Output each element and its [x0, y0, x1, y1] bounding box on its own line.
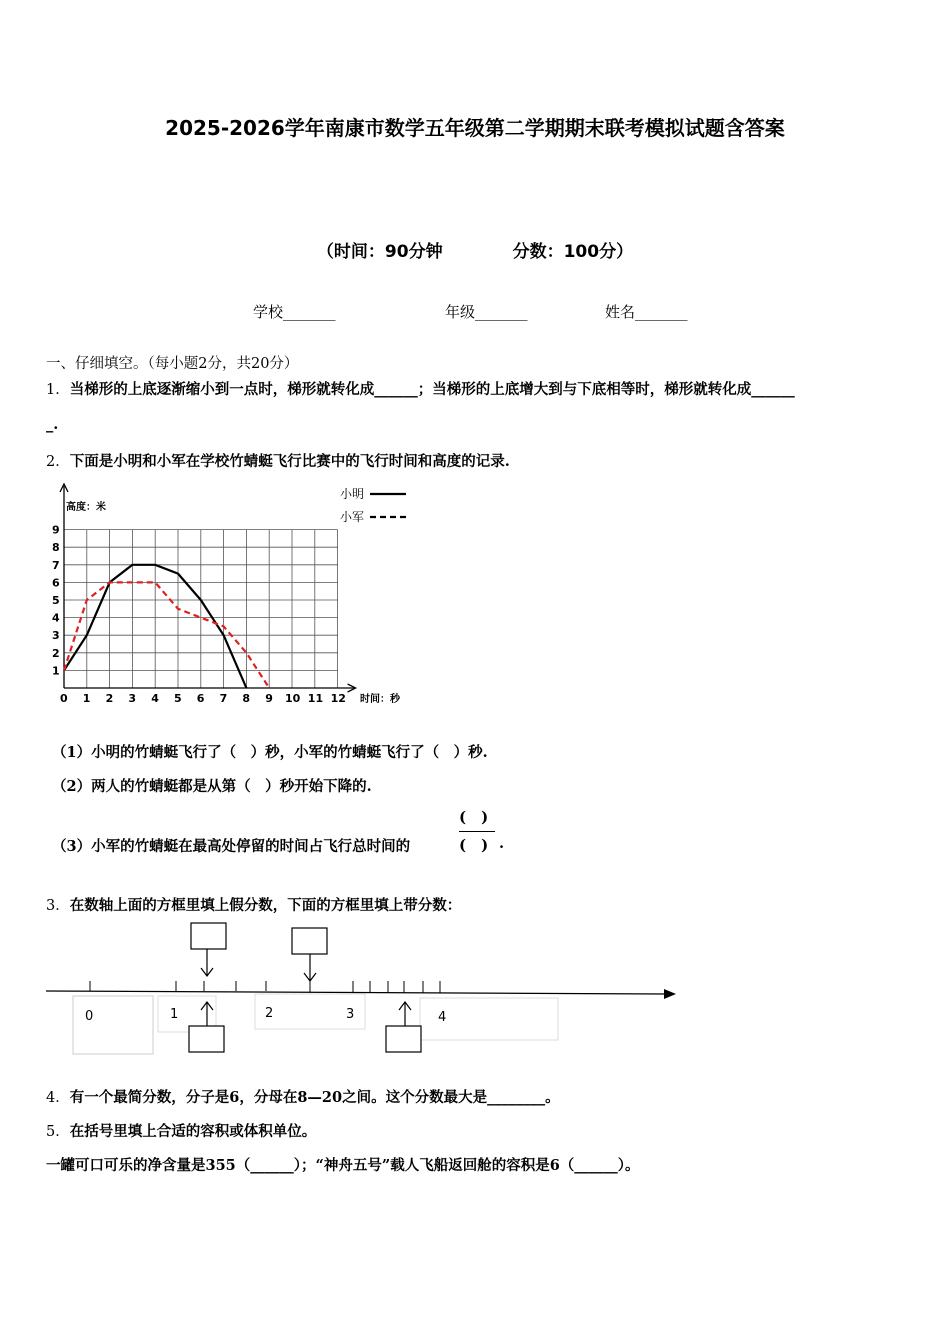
question-text: 在数轴上面的方框里填上假分数，下面的方框里填上带分数： [69, 897, 462, 914]
question-number: 1． [46, 382, 70, 398]
x-tick-label: 3 [128, 692, 137, 705]
question-5-line-2: 一罐可口可乐的净含量是355（______）；“神舟五号”载人飞船返回舱的容积是6（______）。 [46, 1157, 640, 1174]
y-tick-label: 5 [52, 594, 60, 607]
y-tick-label: 7 [52, 558, 60, 572]
question-5 [46, 1120, 316, 1141]
question-number: 5． [46, 1124, 70, 1140]
y-tick-label: 4 [52, 611, 60, 625]
y-tick-label: 9 [52, 523, 60, 537]
flight-chart [44, 478, 424, 713]
question-number: 3． [46, 898, 70, 914]
x-tick-label: 12 [330, 692, 346, 705]
answer-box-improper-2[interactable] [292, 928, 327, 954]
question-text: 当梯形的上底逐渐缩小到一点时，梯形就转化成______；当梯形的上底增大到与下底相等时，梯形就转化成______ [69, 381, 795, 398]
x-tick-label: 6 [196, 692, 205, 705]
x-tick-label: 9 [265, 692, 273, 705]
fraction-bar [459, 831, 495, 832]
number-line-figure [40, 918, 690, 1058]
question-2 [46, 450, 510, 471]
number-label: 2 [265, 1006, 274, 1021]
y-tick-label: 3 [52, 629, 60, 643]
question-2-part-3: （3）小军的竹蜻蜓在最高处停留的时间占飞行总时间的 [52, 838, 411, 855]
number-label: 3 [346, 1007, 355, 1022]
x-tick-label: 8 [242, 692, 251, 705]
school-field[interactable]: 学校_______ [253, 303, 336, 321]
question-number: 2． [46, 454, 70, 470]
question-text: 在括号里填上合适的容积或体积单位。 [69, 1123, 317, 1140]
scan-frame [73, 996, 153, 1054]
exam-meta [0, 237, 950, 262]
y-tick-label: 1 [52, 664, 60, 678]
x-tick-label: 4 [151, 692, 159, 705]
fraction-numerator[interactable]: ( ) [459, 808, 489, 826]
section-heading: 一、仔细填空。（每小题2分，共20分） [46, 356, 299, 372]
y-tick-label: 2 [52, 646, 60, 660]
name-field[interactable]: 姓名_______ [605, 303, 688, 321]
question-2-end: . [499, 835, 505, 852]
number-label: 0 [85, 1009, 94, 1024]
x-tick-label: 5 [174, 692, 182, 705]
number-label: 1 [170, 1007, 179, 1022]
question-4 [46, 1086, 560, 1107]
y-tick-label: 8 [52, 541, 60, 555]
chart-legend [340, 487, 406, 524]
question-2-part-2: （2）两人的竹蜻蜓都是从第（ ）秒开始下降的. [52, 778, 372, 795]
question-2-part-1: （1）小明的竹蜻蜓飞行了（ ）秒，小军的竹蜻蜓飞行了（ ）秒. [52, 744, 488, 761]
chart-grid [64, 530, 338, 688]
question-3 [46, 894, 461, 915]
question-1 [46, 378, 795, 399]
exam-score: 分数：100分） [512, 242, 634, 262]
y-tick-label: 6 [52, 576, 60, 590]
arrowhead-icon [664, 989, 676, 999]
grade-field[interactable]: 年级_______ [445, 303, 528, 321]
x-tick-label: 7 [219, 692, 228, 705]
exam-time: （时间：90分钟 [316, 242, 443, 262]
legend-label: 小明 [340, 487, 365, 501]
x-tick-label: 11 [307, 692, 324, 705]
x-tick-label: 2 [105, 692, 114, 705]
fraction-denominator[interactable]: ( ) [459, 836, 489, 854]
chart-lines [64, 565, 269, 688]
page-title: 2025-2026学年南康市数学五年级第二学期期末联考模拟试题含答案 [165, 116, 785, 140]
x-tick-label: 1 [82, 692, 91, 705]
legend-label: 小军 [340, 510, 365, 524]
answer-box-improper-1[interactable] [191, 923, 226, 949]
question-1-continuation: _. [46, 416, 59, 433]
x-tick-label: 0 [60, 692, 68, 705]
question-text: 下面是小明和小军在学校竹蜻蜓飞行比赛中的飞行时间和高度的记录. [69, 453, 510, 470]
question-text: 有一个最简分数，分子是6，分母在8—20之间。这个分数最大是________。 [69, 1089, 560, 1106]
chart-axes [60, 484, 356, 692]
number-label: 4 [438, 1010, 447, 1025]
x-tick-label: 10 [285, 692, 301, 705]
question-number: 4． [46, 1090, 70, 1106]
y-axis-label: 高度：米 [66, 502, 106, 513]
answer-box-mixed-2[interactable] [386, 1026, 421, 1052]
x-axis-label: 时间：秒 [360, 694, 400, 705]
answer-box-mixed-1[interactable] [189, 1026, 224, 1052]
